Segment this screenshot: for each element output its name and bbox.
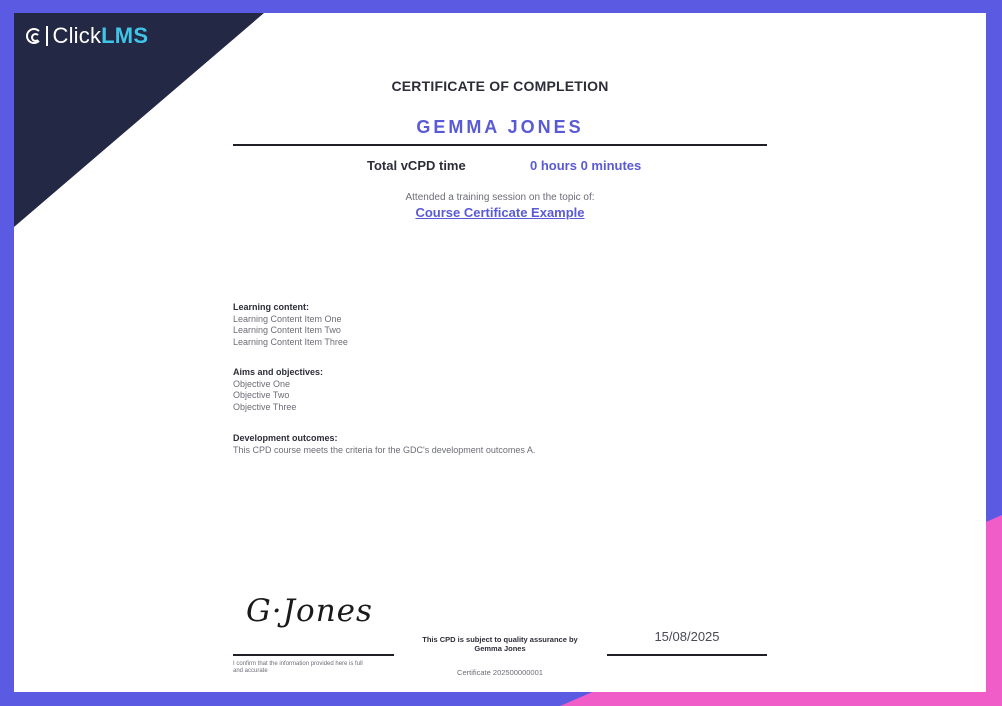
objective-item: Objective One <box>233 378 291 389</box>
date-line <box>607 654 767 656</box>
recipient-name: GEMMA JONES <box>416 117 584 137</box>
aims-section <box>233 367 323 413</box>
learning-content-section <box>233 302 348 348</box>
aims-heading: Aims and objectives: <box>233 367 324 377</box>
cpd-time-value: 0 hours 0 minutes <box>530 158 642 173</box>
learning-content-heading: Learning content: <box>233 302 309 312</box>
objective-item: Objective Three <box>233 401 297 412</box>
certificate-paper <box>14 13 986 692</box>
objective-item: Objective Two <box>233 390 290 400</box>
logo-divider <box>46 26 48 46</box>
certificate-date: 15/08/2025 <box>654 629 720 644</box>
course-title-container <box>14 205 986 220</box>
signature-line <box>233 654 394 656</box>
cpd-time-label: Total vCPD time <box>367 158 466 173</box>
outcomes-heading: Development outcomes: <box>233 433 338 443</box>
certificate-title: CERTIFICATE OF COMPLETION <box>391 78 609 94</box>
learning-content-item: Learning Content Item One <box>233 313 342 324</box>
clicklms-logo-icon <box>26 28 42 44</box>
course-title-link[interactable]: Course Certificate Example <box>415 205 585 220</box>
certificate-number: Certificate 202500000001 <box>457 668 543 677</box>
outcomes-section <box>233 433 535 456</box>
brand-name-part1: Click <box>52 23 102 48</box>
name-underline <box>233 144 767 146</box>
quality-assurance-text: This CPD is subject to quality assurance by Gemma Jones <box>422 635 578 653</box>
learning-content-item: Learning Content Item Two <box>233 325 341 335</box>
brand-name <box>53 23 149 49</box>
brand-logo <box>26 22 148 50</box>
attended-text: Attended a training session on the topic of: <box>405 192 595 203</box>
signature: G·Jones <box>246 593 373 629</box>
outcomes-text: This CPD course meets the criteria for the GDC's development outcomes A. <box>233 444 536 455</box>
brand-name-part2: LMS <box>101 23 149 48</box>
learning-content-item: Learning Content Item Three <box>233 336 348 347</box>
confirm-text: I confirm that the information provided here is full and accurate <box>233 661 363 674</box>
